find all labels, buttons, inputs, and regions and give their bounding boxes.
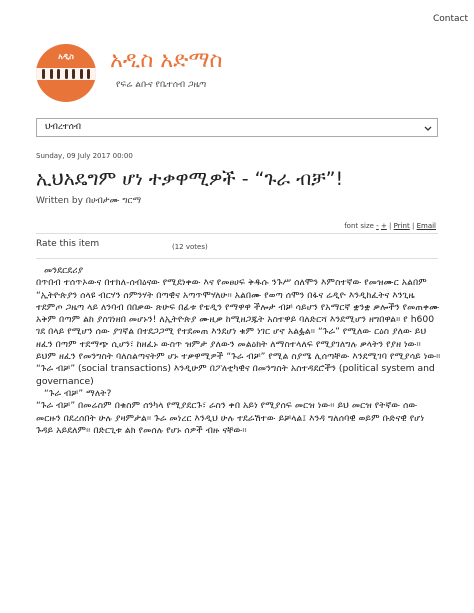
category-select[interactable] xyxy=(36,118,438,137)
contact-link[interactable]: Contact xyxy=(432,14,468,24)
article-tools xyxy=(344,222,436,230)
email-button[interactable]: Email xyxy=(416,222,436,230)
logo-text: አዲስ xyxy=(58,52,74,61)
font-decrease-button[interactable]: - xyxy=(376,222,379,230)
vote-count: (12 votes) xyxy=(172,243,208,251)
divider xyxy=(36,233,438,234)
article-body xyxy=(36,265,442,437)
site-name[interactable]: አዲስ አድማስ xyxy=(110,48,223,73)
article-paragraph: በጥበብ ተሰጥኦውና በተክለ-ሰብዕናው የሚደነቀው እና የመፀሀፍ ቅዱሱ ንጉሥ ሰለሞን እምስተኛው የመዝሙር አልበም “ኢትዮጵያን ሰላዩ ብርሃን ሰምንሃት በጣዊና አጣጥሞሃለሁ፡፡ አልበሙ የወጣ ሰሞን በፋና ሬዲዮ እንዲከፈትና እንጊዜ ተደምጦ ጋዜጣ ላይ ለንባብ በበቃው ጽሁፍ በፊቱ የቴዲን የማዋዋ ችሎታ ብቻ ሳይሆን የአማርኛ ቋንቋ ቃሎችን የመጠቀሙ አቅም በጣም ልከ ያስገነዘበ መሆኑን! ለኢትዮጵያ ሙዚቃ ከሚዘጋጁት አስተዋይ ባለድርሻ እንደሚሆን ዘግበዋል። የ h600 ገደ በላይ የሚሆን ሰው ያገኛል በተደጋጋሚ የተደመጠ እንደሆነ ቁም ነገር ሆኖ አልፏል። “ጉራ” የሚለው ርዕስ ያለው ይህ ዘፈን በጣም ተደማጭ ሲሆን፣ ከዘፈኑ ውስጥ ዝምታ ያለውን መልዕክት ለማስተላለፍ የሚያገለግሉ ቃላትን የያዘ ነው። ይህም ዘፈን የመንግስት ባለስልጣናትም ሆኑ ተቃዋሚዎች “ጉራ ብቻ” የሚል ስያሜ ሊሰጣቸው እንደሚገባ የሚያሳይ ነው። “ጉራ ብቻ” (social transactions) እንዲሁም በፖለቲካዊና በመንግስት አስተዳደሮችን (political system and governance) xyxy=(36,277,441,387)
rate-label: Rate this item xyxy=(36,239,100,249)
article-title: ኢህአዴግም ሆነ ተቃዋሚዎች - “ጉራ ብቻ”! xyxy=(36,168,344,190)
article-author[interactable]: በሀብታሙ ግርማ xyxy=(85,196,142,206)
article-byline xyxy=(36,196,141,206)
tools-divider: | xyxy=(389,222,392,230)
font-size-label: font size xyxy=(344,222,374,230)
category-select-value: ህብረተሰብ xyxy=(45,122,82,132)
chevron-down-icon xyxy=(423,123,433,133)
article-paragraph: “ጉራ ብቻ” በመሬስም በቁስም ሰንካላ የሚያደርጉ፣ ራስን ቀበ አይነ የሚያሰፍ መርዝ ነው፡፡ ይህ መርዝ የትኛው ሰው መርዙን በደረሰበት ሁሉ ያዛምታል፡፡ ጉራ መነረር እንዲህ ሁሉ ተደራሽተው ይቻላል፤ እንዳ ግለሰባዊ ወይም ቡድናዊ የሆነ ጉዳይ አይደለም፡፡ በድርጊቱ ልክ የመሰሉ የሆኑ ሰዎች ብዙ ናቸው። xyxy=(36,400,425,436)
section-heading: መንደርደሪያ xyxy=(44,265,84,276)
article-date: Sunday, 09 July 2017 00:00 xyxy=(36,152,133,160)
divider xyxy=(36,258,438,259)
tools-divider: | xyxy=(411,222,415,230)
font-increase-button[interactable]: + xyxy=(380,222,387,230)
site-tagline: የፍሬ ልቡና የቤተሰብ ጋዜጣ xyxy=(116,80,207,90)
section-heading: “ጉራ ብቻ” ማለት? xyxy=(44,387,112,399)
written-by-label: Written by xyxy=(36,196,83,206)
site-header[interactable] xyxy=(36,44,276,106)
top-bar xyxy=(0,0,474,38)
site-logo[interactable] xyxy=(36,44,96,102)
logo-figures-icon xyxy=(42,69,90,79)
print-button[interactable]: Print xyxy=(393,222,410,230)
